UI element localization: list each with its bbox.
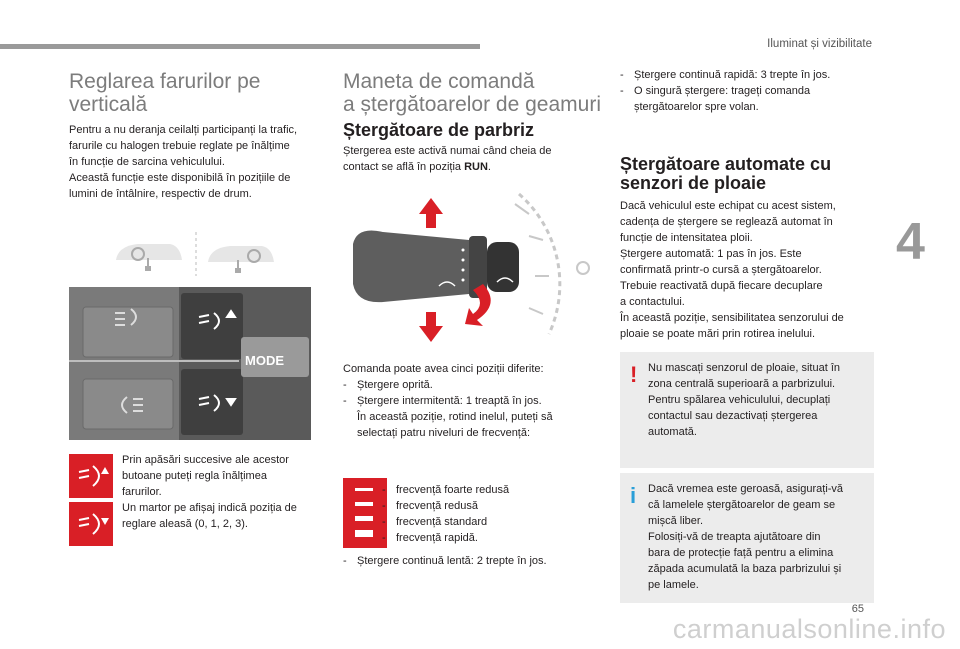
arrow-up-icon [419, 198, 443, 228]
mode-button-label: MODE [245, 353, 284, 368]
vehicle-load-diagram [108, 232, 288, 276]
rain-sensor-body: Dacă vehiculul este echipat cu acest sistem, cadența de ștergere se reglează automat în funcție de intensitatea ploii. Ștergere automată: 1 pas în jos. Este confirmată printr-o cursă a ștergătoarelor. Trebuie reactivată după fiecare decuplare a contactului. În această poziție, sensibilitatea senzorului de ploaie se poate mări prin rotirea inelului. [620, 200, 844, 340]
wiper-positions-continued: - Ștergere continuă rapidă: 3 trepte în jos. - O singură ștergere: trageți comanda ștergătoarelor spre volan. [620, 67, 880, 115]
position-marker [577, 262, 589, 274]
rain-sensor-heading: Ștergătoare automate cu senzori de ploaie [620, 154, 832, 193]
frequency-bars-icon [343, 478, 387, 548]
car-left-icon [116, 244, 182, 260]
wiper-intro: Ștergerea este activă numai când cheia de contact se află în poziția RUN. [343, 145, 552, 173]
list-item: - frecvență foarte redusă [382, 482, 592, 498]
list-item: - Ștergere continuă rapidă: 3 trepte în jos. [620, 67, 880, 83]
headlamp-heading: Reglarea farurilor pe verticală [69, 70, 261, 116]
slow-wipe-item [343, 553, 603, 569]
stalk-tip [487, 242, 519, 292]
wiper-positions-list [343, 377, 603, 409]
frequency-list [382, 482, 592, 546]
arrow-down-icon [419, 312, 443, 342]
headlamp-up-icon [69, 454, 113, 498]
info-icon: i [630, 483, 637, 508]
page-number: 65 [851, 603, 864, 615]
headlamp-press-text: Prin apăsări succesive ale acestor butoane puteți regla înălțimea farurilor. Un martor pe afișaj indică poziția de reglare aleasă (0, 1, 2, 3). [122, 454, 297, 530]
warning-note [620, 352, 874, 468]
headlamp-down-button-illustration [69, 502, 113, 546]
headlamp-down-icon [69, 502, 113, 546]
headlamp-up-button-illustration [69, 454, 113, 498]
wiper-stalk-diagram [343, 184, 603, 354]
list-item: - frecvență standard [382, 514, 592, 530]
frequency-levels-illustration [343, 478, 387, 548]
list-item: - frecvență rapidă. [382, 530, 592, 546]
list-item: - Ștergere oprită. [343, 377, 603, 393]
info-note [620, 473, 874, 603]
wiper-positions: Comanda poate avea cinci poziții diferite: - Ștergere oprită. - Ștergere intermitentă: 1 treaptă în jos. În această poziție, rotind inelul, puteți să selectați patru niveluri de frecvență: [343, 361, 603, 441]
list-item: - O singură ștergere: trageți comanda [620, 83, 880, 99]
chapter-number: 4 [896, 213, 925, 271]
car-right-icon [208, 246, 274, 262]
section-header: Iluminat și vizibilitate [767, 38, 872, 50]
list-item: - Ștergere intermitentă: 1 treaptă în jos. [343, 393, 603, 409]
info-text: Dacă vremea este geroasă, asigurați-vă că lamelele ștergătoarelor de geam se mișcă liber. Folosiți-vă de treapta ajutătoare din bara de protecție față pentru a elimina zăpada acumulată la baza parbrizului și pe lamele. [648, 483, 844, 591]
windscreen-wiper-heading: Ștergătoare de parbriz [343, 120, 535, 140]
warning-icon: ! [630, 362, 638, 387]
headlamp-intro: Pentru a nu deranja ceilalți participanți la trafic, farurile cu halogen trebuie reglate pe înălțime în funcție de sarcina vehiculului. Această funcție este disponibilă în pozițiile de lumini de întâlnire, respectiv de drum. [69, 124, 298, 200]
list-item: - frecvență redusă [382, 498, 592, 514]
top-rule [0, 44, 480, 49]
list-item: - Ștergere continuă lentă: 2 trepte în jos. [343, 553, 603, 569]
stalk-body [353, 231, 469, 303]
watermark: carmanualsonline.info [672, 614, 946, 644]
headlamp-control-panel [69, 287, 311, 440]
warning-text: Nu mascați senzorul de ploaie, situat în zona centrală superioară a parbrizului. Pentru spălarea vehiculului, decuplați contactul sau dezactivați ștergerea automată. [648, 362, 840, 438]
wiper-stalk-heading: Maneta de comandă a ștergătoarelor de geamuri [343, 70, 601, 116]
